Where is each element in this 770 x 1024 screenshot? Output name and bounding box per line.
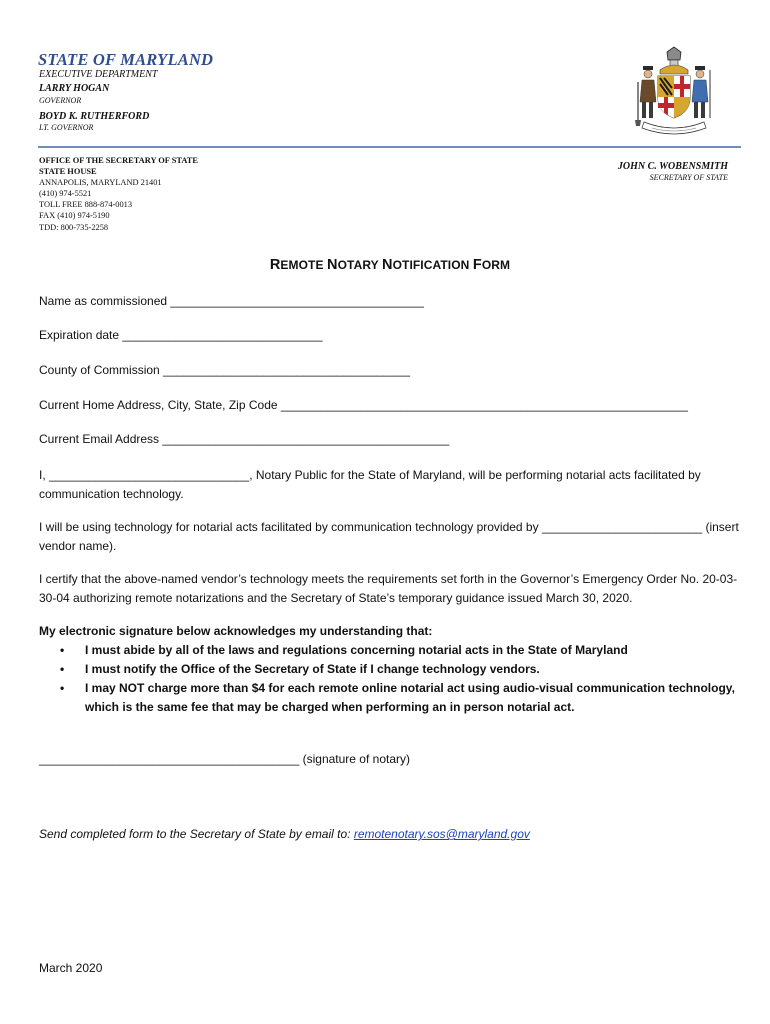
notary-statement: I, ______________________________, Notary Public for the State of Maryland, will be performing notarial acts facilitated by communication technology. <box>39 468 701 501</box>
office-address-block <box>39 155 198 233</box>
office-line-3: ANNAPOLIS, MARYLAND 21401 <box>39 178 162 188</box>
acknowledgment-list <box>39 641 754 717</box>
send-instructions <box>39 827 530 841</box>
signature-field[interactable]: _______________________________________ (signature of notary) <box>39 752 410 766</box>
department-label: EXECUTIVE DEPARTMENT <box>39 69 158 80</box>
office-fax: FAX (410) 974-5190 <box>39 211 110 221</box>
governor-title: GOVERNOR <box>39 96 82 105</box>
bullet-icon: • <box>60 643 65 657</box>
title-part: OTIFICATION <box>392 258 473 272</box>
header-divider <box>38 146 741 148</box>
title-part: EMOTE <box>280 258 328 272</box>
vendor-statement: I will be using technology for notarial acts facilitated by communication technology provided by ________________________ (insert vendor name). <box>39 520 739 553</box>
list-item <box>39 679 754 717</box>
send-text: Send completed form to the Secretary of State by email to: <box>39 827 354 841</box>
secretary-title: SECRETARY OF STATE <box>649 173 728 182</box>
governor-name: LARRY HOGAN <box>39 83 110 94</box>
title-part: R <box>269 257 281 273</box>
bullet-text: I may NOT charge more than $4 for each remote online notarial act using audio-visual communication technology, which is the same fee that may be charged when performing an in person notarial act. <box>85 681 735 714</box>
email-field[interactable]: Current Email Address ___________________________________________ <box>39 432 450 446</box>
office-line-1: OFFICE OF THE SECRETARY OF STATE <box>39 156 198 165</box>
acknowledgment-heading: My electronic signature below acknowledges my understanding that: <box>39 624 433 638</box>
title-part: N <box>382 257 393 273</box>
title-part: OTARY <box>337 258 382 272</box>
title-part: F <box>472 257 482 273</box>
form-title <box>0 257 770 273</box>
expiration-date-field[interactable]: Expiration date ______________________________ <box>39 328 323 342</box>
maryland-seal-icon <box>634 46 714 140</box>
certify-statement: I certify that the above-named vendor’s technology meets the requirements set forth in the Governor’s Emergency Order No. 20-03-30-04 authorizing remote notarizations and the Secretary of State’s temporary guidance issued March 30, 2020. <box>39 572 738 605</box>
home-address-field[interactable]: Current Home Address, City, State, Zip Code _____________________________________________________________ <box>39 398 688 412</box>
office-line-2: STATE HOUSE <box>39 167 97 177</box>
list-item <box>39 660 754 679</box>
title-part: N <box>327 257 338 273</box>
county-commission-field[interactable]: County of Commission _____________________________________ <box>39 363 410 377</box>
bullet-icon: • <box>60 662 65 676</box>
bullet-icon: • <box>60 681 65 695</box>
email-link[interactable]: remotenotary.sos@maryland.gov <box>353 827 530 841</box>
office-toll-free: TOLL FREE 888-874-0013 <box>39 200 133 210</box>
state-title: STATE OF MARYLAND <box>38 50 214 69</box>
bullet-text: I must notify the Office of the Secretary of State if I change technology vendors. <box>85 662 540 676</box>
name-commissioned-field[interactable]: Name as commissioned ______________________________________ <box>39 294 424 308</box>
office-phone: (410) 974-5521 <box>39 189 92 199</box>
office-tdd: TDD: 800-735-2258 <box>39 222 109 232</box>
list-item <box>39 641 754 660</box>
lt-governor-title: LT. GOVERNOR <box>39 123 94 132</box>
lt-governor-name: BOYD K. RUTHERFORD <box>39 111 150 122</box>
bullet-text: I must abide by all of the laws and regulations concerning notarial acts in the State of Maryland <box>85 643 628 657</box>
title-part: ORM <box>481 258 511 272</box>
secretary-name: JOHN C. WOBENSMITH <box>617 161 728 172</box>
form-date: March 2020 <box>39 961 103 975</box>
